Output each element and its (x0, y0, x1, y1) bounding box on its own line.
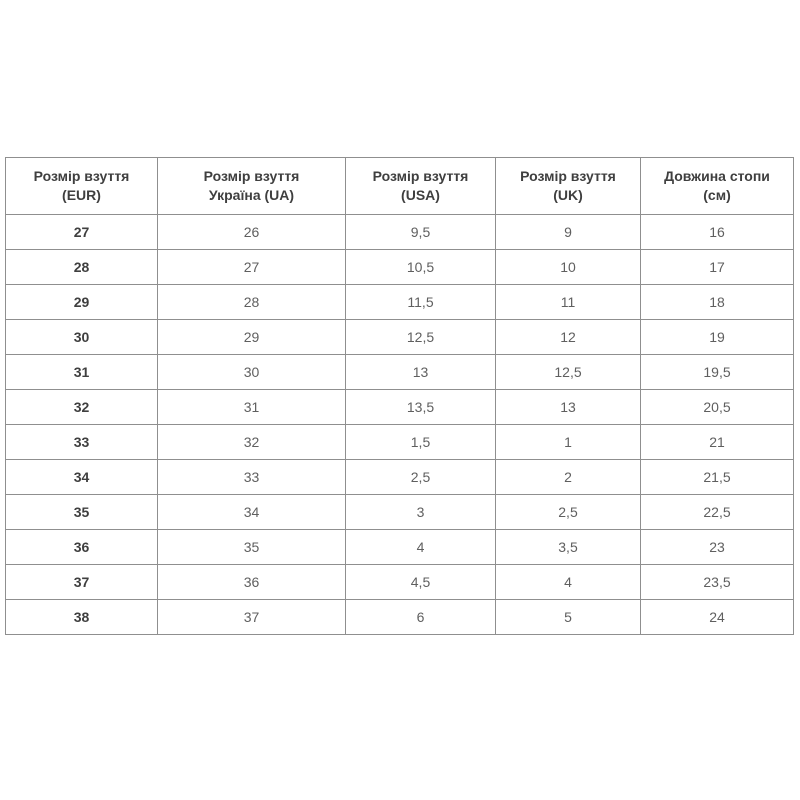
table-row (6, 460, 794, 495)
column-header-line: Розмір взуття (203, 168, 300, 184)
table-cell-ua: 27 (158, 250, 346, 285)
table-row (6, 565, 794, 600)
table-cell-uk: 12,5 (496, 355, 641, 390)
table-cell-ua: 26 (158, 215, 346, 250)
table-cell-uk: 4 (496, 565, 641, 600)
table-cell-eur: 28 (6, 250, 158, 285)
table-cell-uk: 2 (496, 460, 641, 495)
table-row (6, 600, 794, 635)
table-cell-usa: 12,5 (346, 320, 496, 355)
table-cell-usa: 10,5 (346, 250, 496, 285)
table-cell-ua: 29 (158, 320, 346, 355)
table-cell-usa: 9,5 (346, 215, 496, 250)
table-cell-cm: 22,5 (641, 495, 794, 530)
column-header-line: (см) (703, 187, 731, 203)
table-row (6, 320, 794, 355)
table-cell-eur: 33 (6, 425, 158, 460)
table-cell-cm: 23,5 (641, 565, 794, 600)
table-row (6, 285, 794, 320)
column-header-line: (USA) (401, 187, 440, 203)
table-row (6, 250, 794, 285)
table-cell-uk: 10 (496, 250, 641, 285)
table-cell-eur: 36 (6, 530, 158, 565)
table-cell-uk: 13 (496, 390, 641, 425)
table-cell-ua: 30 (158, 355, 346, 390)
table-cell-cm: 24 (641, 600, 794, 635)
table-cell-uk: 5 (496, 600, 641, 635)
table-cell-cm: 16 (641, 215, 794, 250)
table-row (6, 390, 794, 425)
table-cell-eur: 29 (6, 285, 158, 320)
column-header-cm (641, 158, 794, 215)
table-cell-uk: 1 (496, 425, 641, 460)
table-cell-uk: 3,5 (496, 530, 641, 565)
column-header-eur (6, 158, 158, 215)
table-cell-uk: 12 (496, 320, 641, 355)
table-row (6, 215, 794, 250)
column-header-line: (UK) (553, 187, 583, 203)
table-cell-eur: 31 (6, 355, 158, 390)
column-header-line: Розмір взуття (33, 168, 130, 184)
table-cell-eur: 32 (6, 390, 158, 425)
table-cell-ua: 34 (158, 495, 346, 530)
table-cell-usa: 6 (346, 600, 496, 635)
table-cell-ua: 37 (158, 600, 346, 635)
column-header-ua (158, 158, 346, 215)
table-cell-ua: 36 (158, 565, 346, 600)
table-cell-uk: 9 (496, 215, 641, 250)
table-cell-cm: 23 (641, 530, 794, 565)
table-row (6, 530, 794, 565)
table-cell-ua: 32 (158, 425, 346, 460)
table-cell-eur: 37 (6, 565, 158, 600)
table-cell-ua: 31 (158, 390, 346, 425)
table-cell-usa: 3 (346, 495, 496, 530)
table-cell-uk: 11 (496, 285, 641, 320)
table-cell-eur: 27 (6, 215, 158, 250)
table-cell-cm: 18 (641, 285, 794, 320)
column-header-line: Довжина стопи (664, 168, 770, 184)
table-row (6, 495, 794, 530)
header-row (6, 158, 794, 215)
column-header-uk (496, 158, 641, 215)
table-row (6, 425, 794, 460)
table-cell-eur: 35 (6, 495, 158, 530)
table-row (6, 355, 794, 390)
table-cell-cm: 21,5 (641, 460, 794, 495)
table-cell-ua: 33 (158, 460, 346, 495)
table-cell-usa: 1,5 (346, 425, 496, 460)
column-header-line: (EUR) (62, 187, 101, 203)
table-cell-uk: 2,5 (496, 495, 641, 530)
table-cell-cm: 19,5 (641, 355, 794, 390)
table-cell-usa: 13 (346, 355, 496, 390)
column-header-line: Розмір взуття (520, 168, 616, 184)
table-cell-cm: 17 (641, 250, 794, 285)
table-cell-usa: 11,5 (346, 285, 496, 320)
column-header-usa (346, 158, 496, 215)
table-cell-cm: 20,5 (641, 390, 794, 425)
table-cell-usa: 2,5 (346, 460, 496, 495)
column-header-line: Розмір взуття (372, 168, 469, 184)
table-cell-ua: 28 (158, 285, 346, 320)
table-cell-eur: 30 (6, 320, 158, 355)
table-cell-ua: 35 (158, 530, 346, 565)
table-body (6, 215, 794, 635)
table-cell-cm: 19 (641, 320, 794, 355)
column-header-line: Україна (UA) (208, 187, 295, 203)
table-cell-usa: 13,5 (346, 390, 496, 425)
table-cell-eur: 34 (6, 460, 158, 495)
table-cell-usa: 4,5 (346, 565, 496, 600)
table-cell-usa: 4 (346, 530, 496, 565)
table-cell-eur: 38 (6, 600, 158, 635)
table-cell-cm: 21 (641, 425, 794, 460)
shoe-size-conversion-table (5, 157, 794, 635)
